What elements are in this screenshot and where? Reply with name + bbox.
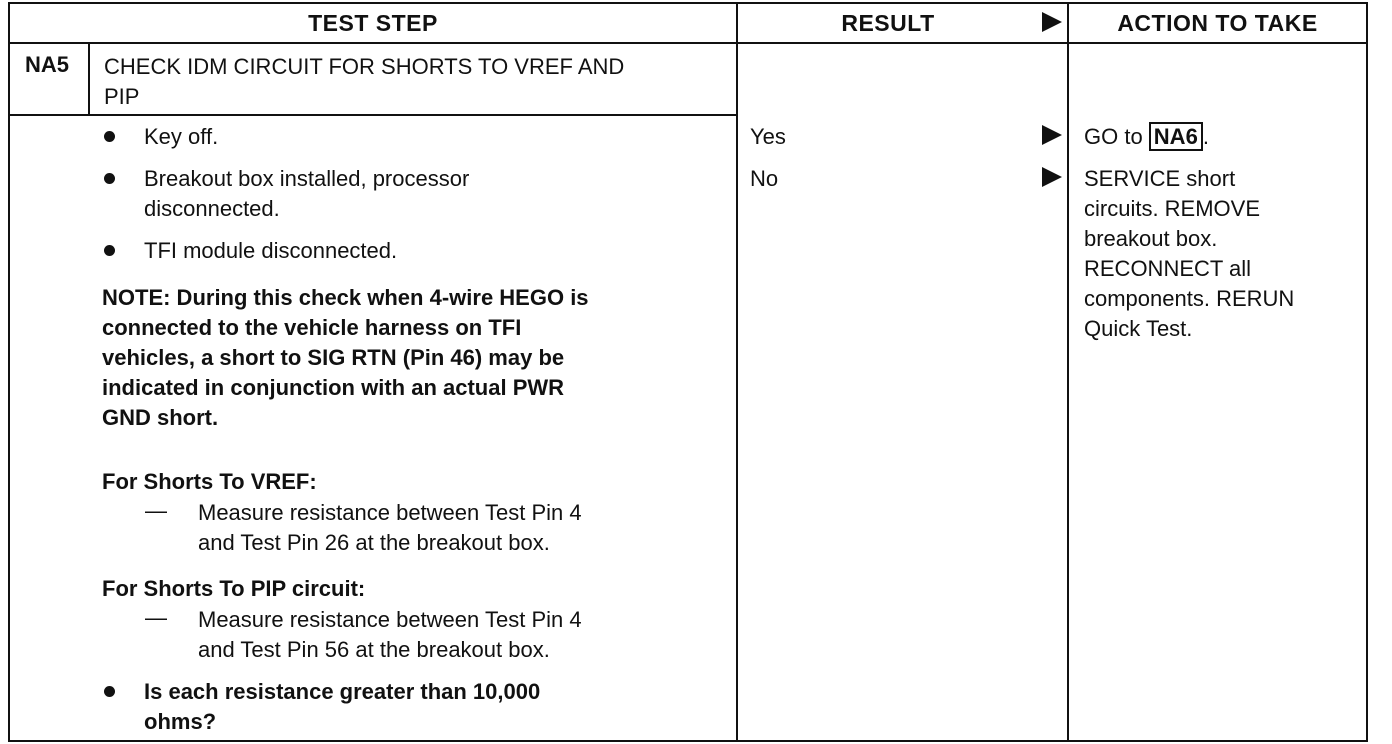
vref-instruction-line1: Measure resistance between Test Pin 4 <box>198 500 582 525</box>
note-line: NOTE: During this check when 4-wire HEGO is <box>102 285 589 310</box>
question-line2: ohms? <box>144 709 217 734</box>
bullet-icon <box>104 173 115 184</box>
col-divider-action <box>1067 2 1069 742</box>
pip-instruction-line1: Measure resistance between Test Pin 4 <box>198 607 582 632</box>
table-border-bottom <box>8 740 1368 742</box>
condition-tfi-module: TFI module disconnected. <box>144 238 398 263</box>
header-result: RESULT <box>841 9 935 36</box>
step-code-divider <box>88 42 90 116</box>
note-line: connected to the vehicle harness on TFI <box>102 315 522 340</box>
step-title-line1: CHECK IDM CIRCUIT FOR SHORTS TO VREF AND <box>104 54 625 79</box>
bullet-icon <box>104 686 115 697</box>
vref-instruction-line2: and Test Pin 26 at the breakout box. <box>198 530 550 555</box>
action-no-line: breakout box. <box>1084 226 1218 251</box>
action-yes-prefix: GO to <box>1084 124 1149 149</box>
header-action: ACTION TO TAKE <box>1117 9 1318 36</box>
action-no-line: Quick Test. <box>1084 316 1193 341</box>
vref-heading: For Shorts To VREF: <box>102 469 317 494</box>
step-title-divider <box>8 114 738 116</box>
result-no-arrow-icon <box>1042 167 1062 187</box>
col-divider-result <box>736 2 738 742</box>
action-no-line: SERVICE short <box>1084 166 1236 191</box>
action-yes-suffix: . <box>1202 124 1209 149</box>
bullet-icon <box>104 245 115 256</box>
dash-icon: — <box>145 605 167 630</box>
step-ref-link[interactable]: NA6 <box>1149 122 1203 151</box>
step-code: NA5 <box>24 52 69 77</box>
action-no-line: RECONNECT all <box>1084 256 1252 281</box>
condition-key-off: Key off. <box>144 124 219 149</box>
note-line: vehicles, a short to SIG RTN (Pin 46) may be <box>102 345 565 370</box>
header-arrow-icon <box>1042 12 1062 32</box>
action-no-line: components. RERUN <box>1084 286 1295 311</box>
result-no: No <box>750 166 779 191</box>
action-no-line: circuits. REMOVE <box>1084 196 1261 221</box>
result-yes-arrow-icon <box>1042 125 1062 145</box>
condition-breakout-box-cont: disconnected. <box>144 196 280 221</box>
question-line1: Is each resistance greater than 10,000 <box>144 679 541 704</box>
condition-breakout-box: Breakout box installed, processor <box>144 166 470 191</box>
table-border-right <box>1366 2 1368 742</box>
note-line: indicated in conjunction with an actual PWR <box>102 375 565 400</box>
step-title-line2: PIP <box>104 84 140 109</box>
dash-icon: — <box>145 498 167 523</box>
header-test-step: TEST STEP <box>308 9 438 36</box>
result-yes: Yes <box>750 124 786 149</box>
pip-heading: For Shorts To PIP circuit: <box>102 576 366 601</box>
table-border-left <box>8 2 10 742</box>
note-line: GND short. <box>102 405 219 430</box>
action-yes <box>1084 122 1209 152</box>
pip-instruction-line2: and Test Pin 56 at the breakout box. <box>198 637 550 662</box>
bullet-icon <box>104 131 115 142</box>
